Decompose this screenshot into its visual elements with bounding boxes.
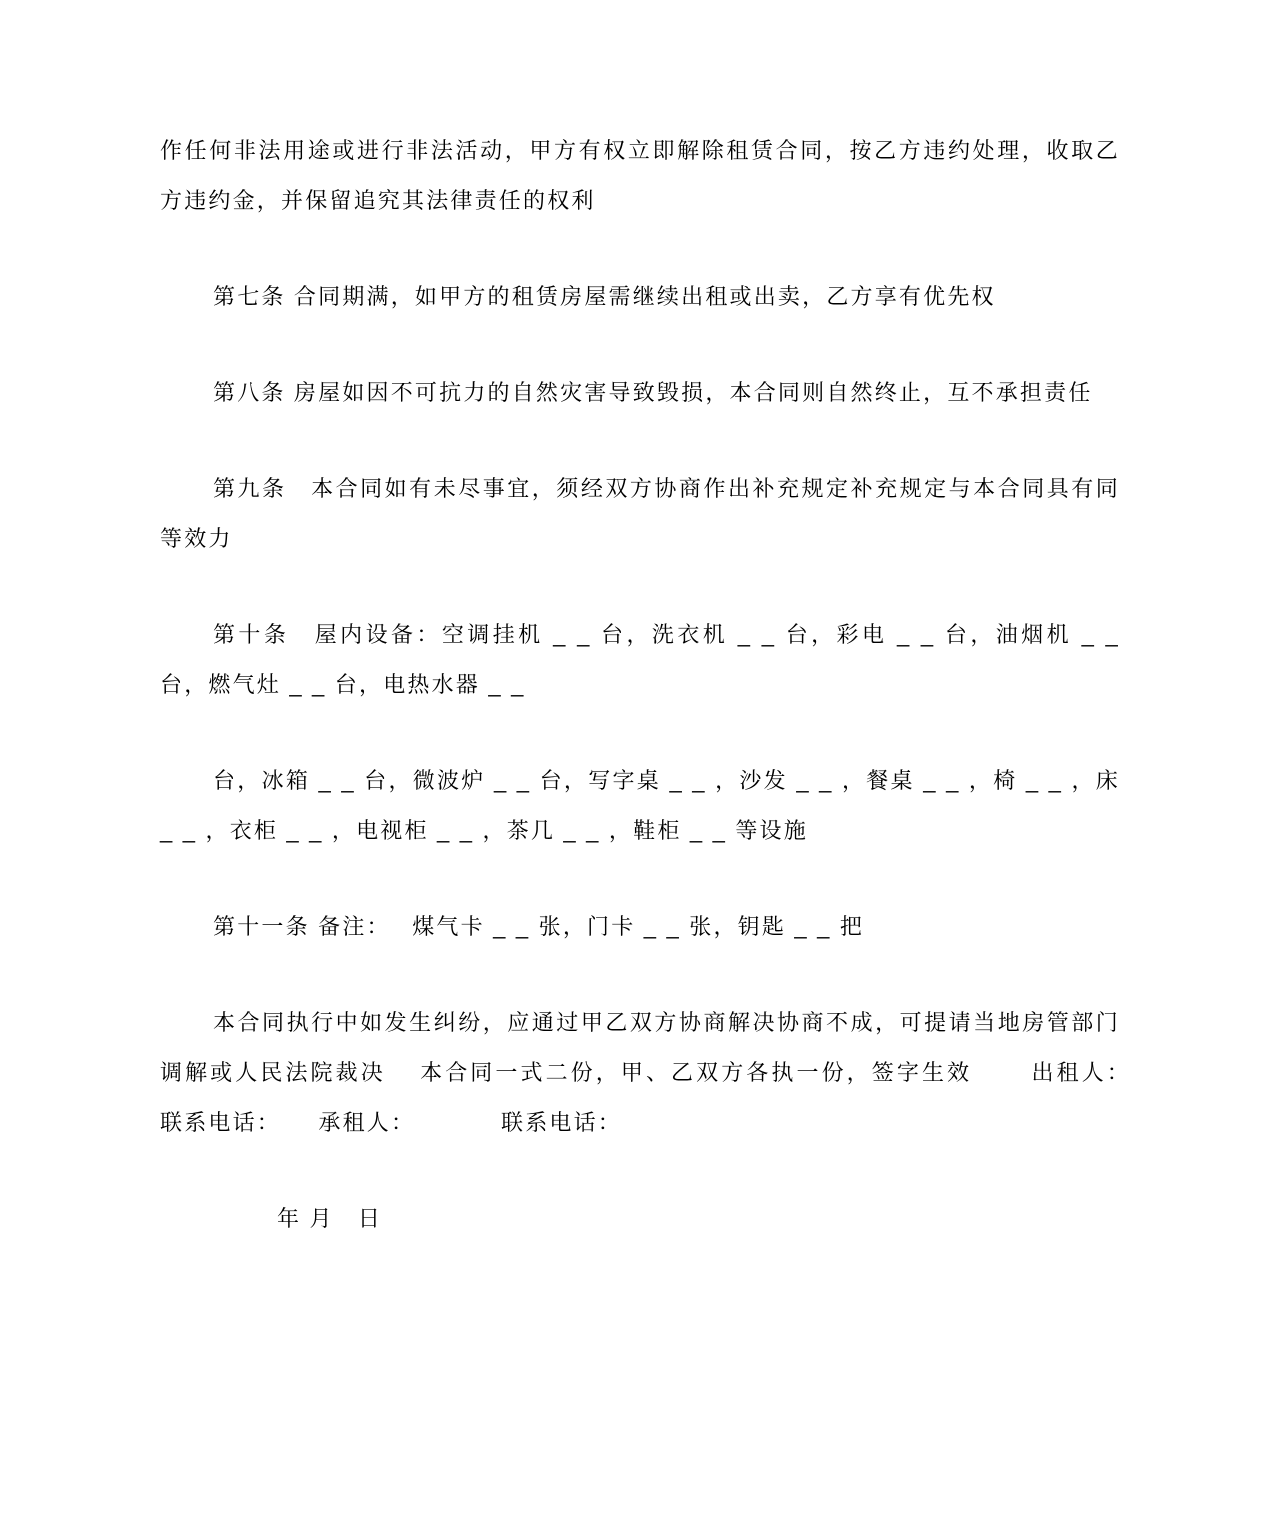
paragraph-clause-10-equipment-part2: 台，冰箱 _ _ 台，微波炉 _ _ 台，写字桌 _ _ ，沙发 _ _ ，餐桌 _ _ ，椅 _ _ ，床 _ _ ，衣柜 _ _ ，电视柜 _ _ ，茶几 _ _ ，鞋柜 _ _ 等设施 bbox=[160, 768, 1120, 843]
date-line: 年 月 日 bbox=[277, 1206, 383, 1231]
paragraph-clause-10-equipment-part1: 第十条 屋内设备：空调挂机 _ _ 台，洗衣机 _ _ 台，彩电 _ _ 台，油烟机 _ _ 台，燃气灶 _ _ 台，电热水器 _ _ bbox=[160, 622, 1120, 697]
paragraph-clause-8: 第八条 房屋如因不可抗力的自然灾害导致毁损，本合同则自然终止，互不承担责任 bbox=[213, 380, 1093, 405]
paragraph-dispute-and-signature: 本合同执行中如发生纠纷，应通过甲乙双方协商解决协商不成，可提请当地房管部门调解或人民法院裁决 本合同一式二份，甲、乙双方各执一份，签字生效 出租人： 联系电话： 承租人： 联系电话： bbox=[160, 1010, 1153, 1135]
paragraph-clause-11-remarks: 第十一条 备注： 煤气卡 _ _ 张，门卡 _ _ 张，钥匙 _ _ 把 bbox=[213, 914, 865, 939]
paragraph-clause-6-continuation: 作任何非法用途或进行非法活动，甲方有权立即解除租赁合同，按乙方违约处理，收取乙方违约金，并保留追究其法律责任的权利 bbox=[160, 138, 1120, 213]
paragraph-clause-7: 第七条 合同期满，如甲方的租赁房屋需继续出租或出卖，乙方享有优先权 bbox=[213, 284, 996, 309]
paragraph-clause-9: 第九条 本合同如有未尽事宜，须经双方协商作出补充规定补充规定与本合同具有同等效力 bbox=[160, 476, 1120, 551]
